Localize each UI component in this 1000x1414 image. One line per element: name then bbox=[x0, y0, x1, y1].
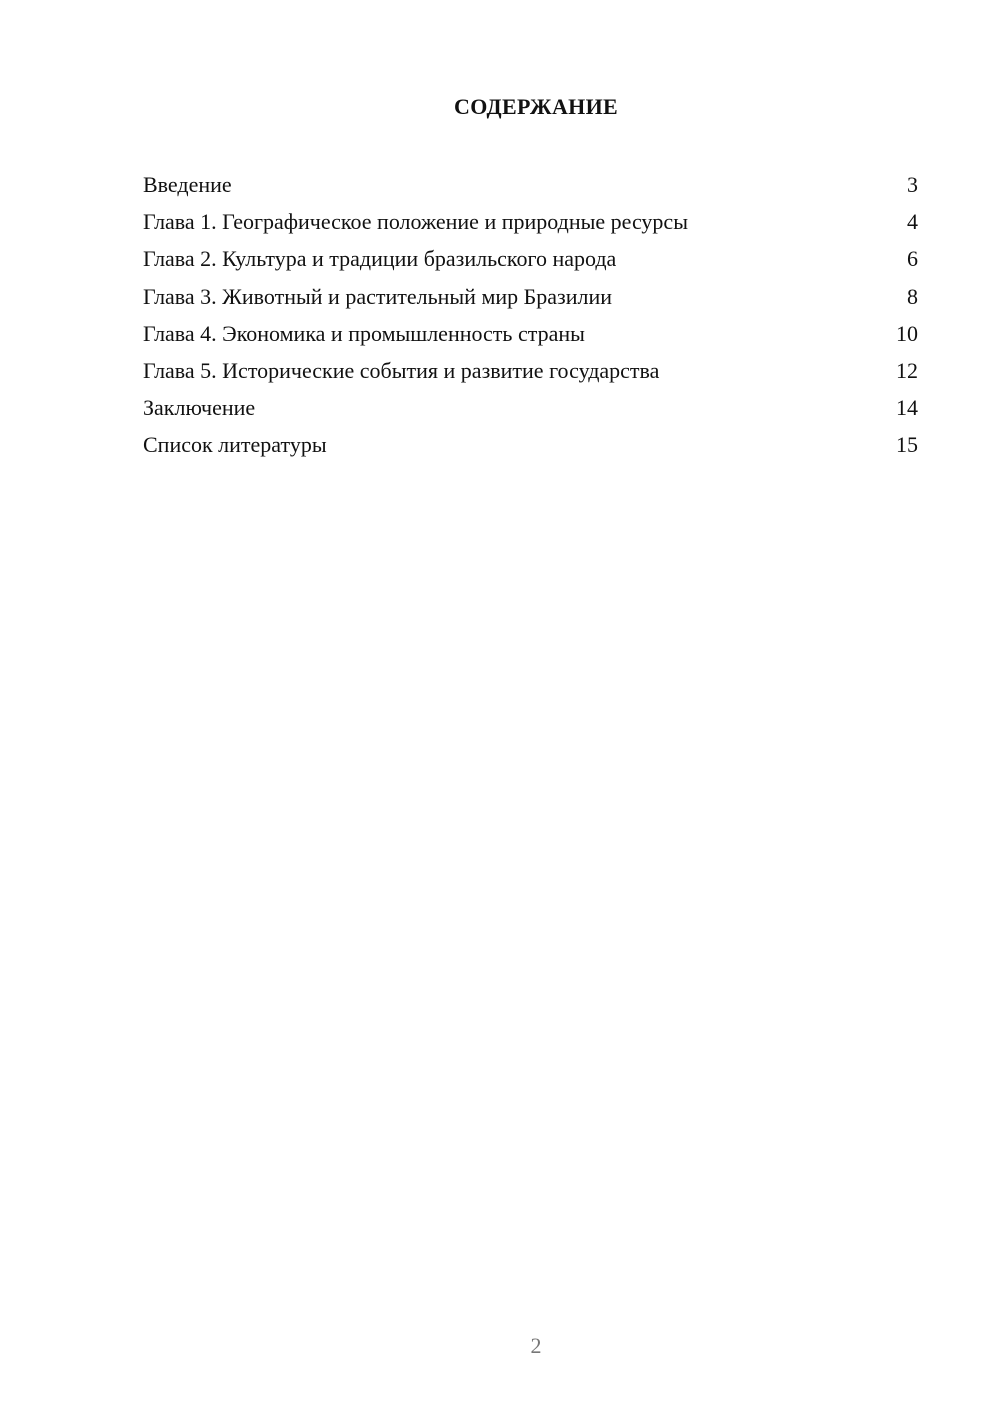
toc-entry-page: 8 bbox=[907, 283, 918, 309]
toc-entry-chapter-4[interactable] bbox=[143, 318, 918, 355]
toc-entry-label: Глава 5. Исторические события и развитие государства bbox=[143, 357, 660, 383]
table-of-contents bbox=[143, 169, 918, 467]
toc-entry-label: Глава 1. Географическое положение и природные ресурсы bbox=[143, 209, 688, 235]
toc-entry-page: 3 bbox=[907, 172, 918, 197]
toc-entry-page: 10 bbox=[896, 320, 918, 346]
page-number: 2 bbox=[530, 1333, 542, 1358]
toc-entry-introduction[interactable] bbox=[143, 169, 918, 206]
page-title: СОДЕРЖАНИЕ bbox=[454, 94, 618, 119]
toc-entry-label: Глава 3. Животный и растительный мир Бразилии bbox=[143, 283, 613, 309]
toc-entry-label: Глава 4. Экономика и промышленность страны bbox=[143, 320, 585, 346]
toc-entry-label: Заключение bbox=[143, 395, 256, 421]
toc-entry-page: 12 bbox=[896, 357, 918, 383]
toc-entry-chapter-1[interactable] bbox=[143, 206, 918, 243]
toc-entry-label: Список литературы bbox=[143, 432, 327, 458]
toc-entry-label: Введение bbox=[143, 172, 232, 197]
toc-entry-chapter-3[interactable] bbox=[143, 281, 918, 318]
toc-entry-chapter-5[interactable] bbox=[143, 355, 918, 392]
toc-entry-page: 15 bbox=[896, 432, 918, 458]
toc-entry-label: Глава 2. Культура и традиции бразильского народа bbox=[143, 246, 617, 272]
toc-entry-page: 14 bbox=[896, 395, 918, 421]
toc-entry-conclusion[interactable] bbox=[143, 392, 918, 429]
toc-entry-references[interactable] bbox=[143, 429, 918, 466]
toc-entry-chapter-2[interactable] bbox=[143, 243, 918, 280]
toc-entry-page: 6 bbox=[907, 246, 918, 272]
toc-entry-page: 4 bbox=[907, 209, 918, 235]
